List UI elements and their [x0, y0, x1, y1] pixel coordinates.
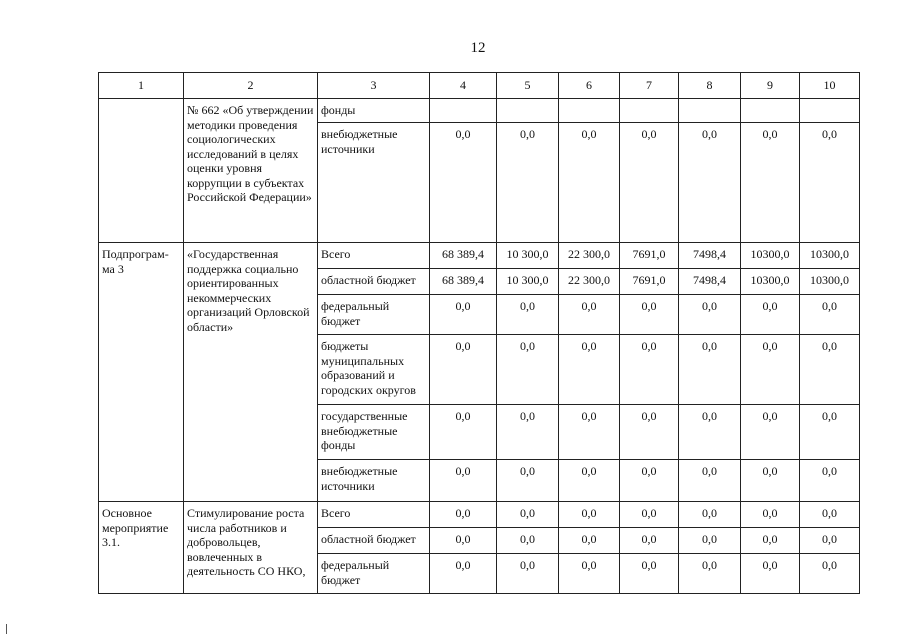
value-cell: 0,0	[559, 528, 620, 554]
value-cell: 0,0	[497, 502, 559, 528]
value-cell: 0,0	[741, 528, 800, 554]
header-cell: 5	[497, 73, 559, 99]
value-cell: 0,0	[620, 405, 679, 460]
value-cell: 0,0	[497, 528, 559, 554]
value-cell: 0,0	[741, 460, 800, 502]
page-number: 12	[470, 40, 486, 56]
value-cell: 10 300,0	[497, 243, 559, 269]
value-cell: 0,0	[430, 335, 497, 405]
value-cell: 0,0	[430, 405, 497, 460]
value-cell: 0,0	[559, 123, 620, 243]
funding-source-cell: государственные внебюджетные фонды	[318, 405, 430, 460]
value-cell: 7691,0	[620, 269, 679, 295]
value-cell: 0,0	[800, 295, 860, 335]
value-cell: 0,0	[800, 460, 860, 502]
header-cell: 9	[741, 73, 800, 99]
value-cell: 0,0	[679, 295, 741, 335]
value-cell: 0,0	[430, 502, 497, 528]
value-cell	[620, 99, 679, 123]
value-cell: 0,0	[800, 123, 860, 243]
program-title-cell: № 662 «Об утверждении методики проведения социологических исследований в целях оценки уровня коррупции в субъектах Российской Федерации»	[184, 99, 318, 243]
table-row	[99, 99, 860, 123]
value-cell: 7498,4	[679, 243, 741, 269]
value-cell	[559, 99, 620, 123]
value-cell: 0,0	[497, 405, 559, 460]
funding-source-cell: внебюджетные источники	[318, 123, 430, 243]
value-cell: 68 389,4	[430, 269, 497, 295]
value-cell: 0,0	[620, 502, 679, 528]
value-cell: 0,0	[559, 405, 620, 460]
value-cell: 7498,4	[679, 269, 741, 295]
table-row	[99, 243, 860, 269]
table-row	[99, 502, 860, 528]
value-cell: 0,0	[741, 123, 800, 243]
value-cell: 0,0	[679, 123, 741, 243]
value-cell: 0,0	[800, 405, 860, 460]
value-cell: 0,0	[620, 123, 679, 243]
value-cell: 68 389,4	[430, 243, 497, 269]
funding-source-cell: федеральный бюджет	[318, 295, 430, 335]
funding-source-cell: областной бюджет	[318, 269, 430, 295]
funding-source-cell: внебюджетные источники	[318, 460, 430, 502]
header-cell: 10	[800, 73, 860, 99]
value-cell: 22 300,0	[559, 269, 620, 295]
value-cell: 0,0	[559, 502, 620, 528]
value-cell: 0,0	[741, 502, 800, 528]
header-cell: 3	[318, 73, 430, 99]
value-cell: 0,0	[430, 295, 497, 335]
value-cell: 22 300,0	[559, 243, 620, 269]
header-row	[99, 73, 860, 99]
value-cell: 0,0	[430, 460, 497, 502]
value-cell: 0,0	[559, 295, 620, 335]
funding-source-cell: Всего	[318, 243, 430, 269]
header-cell: 6	[559, 73, 620, 99]
value-cell	[800, 99, 860, 123]
value-cell: 7691,0	[620, 243, 679, 269]
header-cell: 7	[620, 73, 679, 99]
value-cell: 0,0	[800, 528, 860, 554]
header-cell: 1	[99, 73, 184, 99]
value-cell: 0,0	[679, 502, 741, 528]
program-title-cell: «Государственная поддержка социально ориентированных некоммерческих организаций Орловской области»	[184, 243, 318, 502]
funding-source-cell: Всего	[318, 502, 430, 528]
value-cell: 0,0	[559, 460, 620, 502]
value-cell: 0,0	[497, 335, 559, 405]
value-cell: 10300,0	[741, 269, 800, 295]
funding-source-cell: фонды	[318, 99, 430, 123]
scan-edge-mark	[6, 624, 7, 634]
header-cell: 4	[430, 73, 497, 99]
program-cell: Подпрограм-ма 3	[99, 243, 184, 502]
value-cell: 10300,0	[741, 243, 800, 269]
value-cell: 0,0	[620, 295, 679, 335]
value-cell: 0,0	[741, 554, 800, 594]
value-cell: 0,0	[679, 335, 741, 405]
value-cell: 0,0	[620, 528, 679, 554]
funding-source-cell: бюджеты муниципальных образований и городских округов	[318, 335, 430, 405]
value-cell: 0,0	[741, 335, 800, 405]
funding-source-cell: федеральный бюджет	[318, 554, 430, 594]
value-cell: 0,0	[497, 295, 559, 335]
value-cell: 0,0	[497, 554, 559, 594]
value-cell: 0,0	[559, 554, 620, 594]
header-cell: 2	[184, 73, 318, 99]
value-cell: 0,0	[430, 123, 497, 243]
value-cell: 0,0	[741, 405, 800, 460]
funding-source-cell: областной бюджет	[318, 528, 430, 554]
value-cell: 0,0	[497, 460, 559, 502]
value-cell: 0,0	[679, 528, 741, 554]
value-cell: 10 300,0	[497, 269, 559, 295]
value-cell	[679, 99, 741, 123]
value-cell	[741, 99, 800, 123]
value-cell: 0,0	[620, 460, 679, 502]
value-cell: 0,0	[800, 335, 860, 405]
value-cell: 0,0	[741, 295, 800, 335]
value-cell: 10300,0	[800, 243, 860, 269]
program-cell: Основное мероприятие 3.1.	[99, 502, 184, 594]
value-cell: 0,0	[800, 554, 860, 594]
value-cell: 0,0	[679, 460, 741, 502]
program-cell	[99, 99, 184, 243]
value-cell: 0,0	[497, 123, 559, 243]
value-cell	[430, 99, 497, 123]
value-cell: 0,0	[559, 335, 620, 405]
value-cell	[497, 99, 559, 123]
value-cell: 0,0	[679, 405, 741, 460]
budget-table	[98, 72, 860, 594]
value-cell: 0,0	[620, 335, 679, 405]
value-cell: 0,0	[430, 554, 497, 594]
value-cell: 10300,0	[800, 269, 860, 295]
program-title-cell: Стимулирование роста числа работников и добровольцев, вовлеченных в деятельность СО НКО,	[184, 502, 318, 594]
header-cell: 8	[679, 73, 741, 99]
value-cell: 0,0	[620, 554, 679, 594]
value-cell: 0,0	[430, 528, 497, 554]
value-cell: 0,0	[800, 502, 860, 528]
value-cell: 0,0	[679, 554, 741, 594]
